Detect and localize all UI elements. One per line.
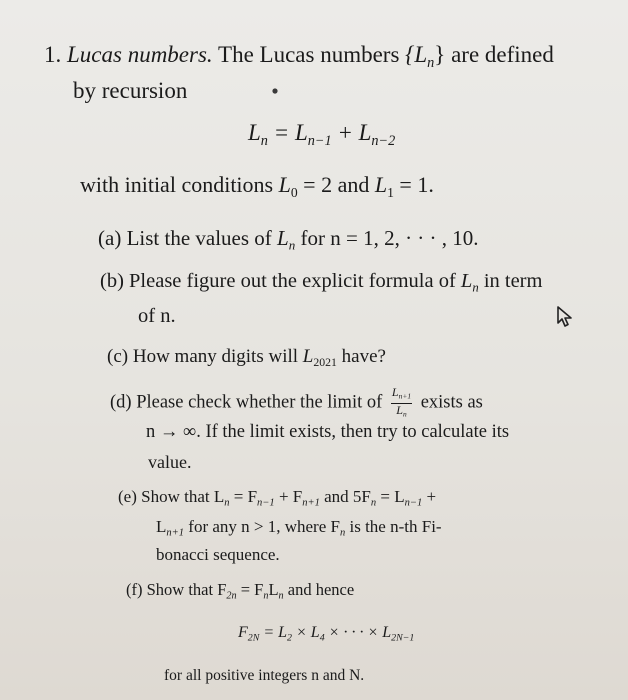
recursion-equation: $L_n = L_{n-1} + L_{n-2}$ — [248, 120, 396, 149]
closing-line: for all positive integers n and N. — [164, 667, 365, 684]
intro-text-b: are defined — [451, 42, 554, 67]
part-f: (f) Show that $F_{2n} = F_nL_n$ and hence — [126, 580, 355, 602]
part-e-line-2: $L_{n+1}$ for any n > 1, where $F_n$ is the n-th Fi- — [156, 517, 442, 539]
intro-text: The Lucas numbers — [218, 42, 400, 67]
problem-heading — [44, 42, 554, 72]
part-e-line-3: bonacci sequence. — [156, 545, 280, 564]
bullet-icon — [270, 86, 280, 96]
part-a: (a) List the values of $L_n$ for n = 1, 2, · · · , 10. — [98, 226, 479, 253]
problem-number: 1. — [44, 42, 62, 67]
ratio-fraction: $\frac{L_{n+1}}{L_n}$ — [391, 385, 412, 419]
part-e: (e) Show that $L_n = F_{n-1} + F_{n+1}$ and $5F_n = L_{n-1}$ + — [118, 487, 437, 509]
part-d: (d) Please check whether the limit of $\frac{L_{n+1}}{L_n}$ exists as — [110, 385, 483, 419]
intro-line-2: by recursion — [73, 78, 188, 103]
part-b: (b) Please figure out the explicit formula of $L_n$ in term — [100, 270, 543, 295]
sequence-symbol: $\{L_n\}$ — [405, 42, 446, 71]
product-equation: $F_{2N} = L_2 \times L_4$ × · · · × $L_{2N-1}$ — [238, 624, 415, 644]
part-d-line-3: value. — [148, 452, 192, 472]
problem-title: Lucas numbers. — [67, 42, 213, 67]
part-b-line-2: of n. — [138, 305, 176, 327]
hand-pointer-icon — [550, 303, 580, 331]
part-d-line-2: n → ∞. If the limit exists, then try to calculate its — [146, 422, 510, 442]
initial-conditions: with initial conditions $L_0 = 2$ and $L_1 = 1$. — [80, 172, 434, 200]
part-c: (c) How many digits will $L_{2021}$ have? — [107, 346, 386, 370]
